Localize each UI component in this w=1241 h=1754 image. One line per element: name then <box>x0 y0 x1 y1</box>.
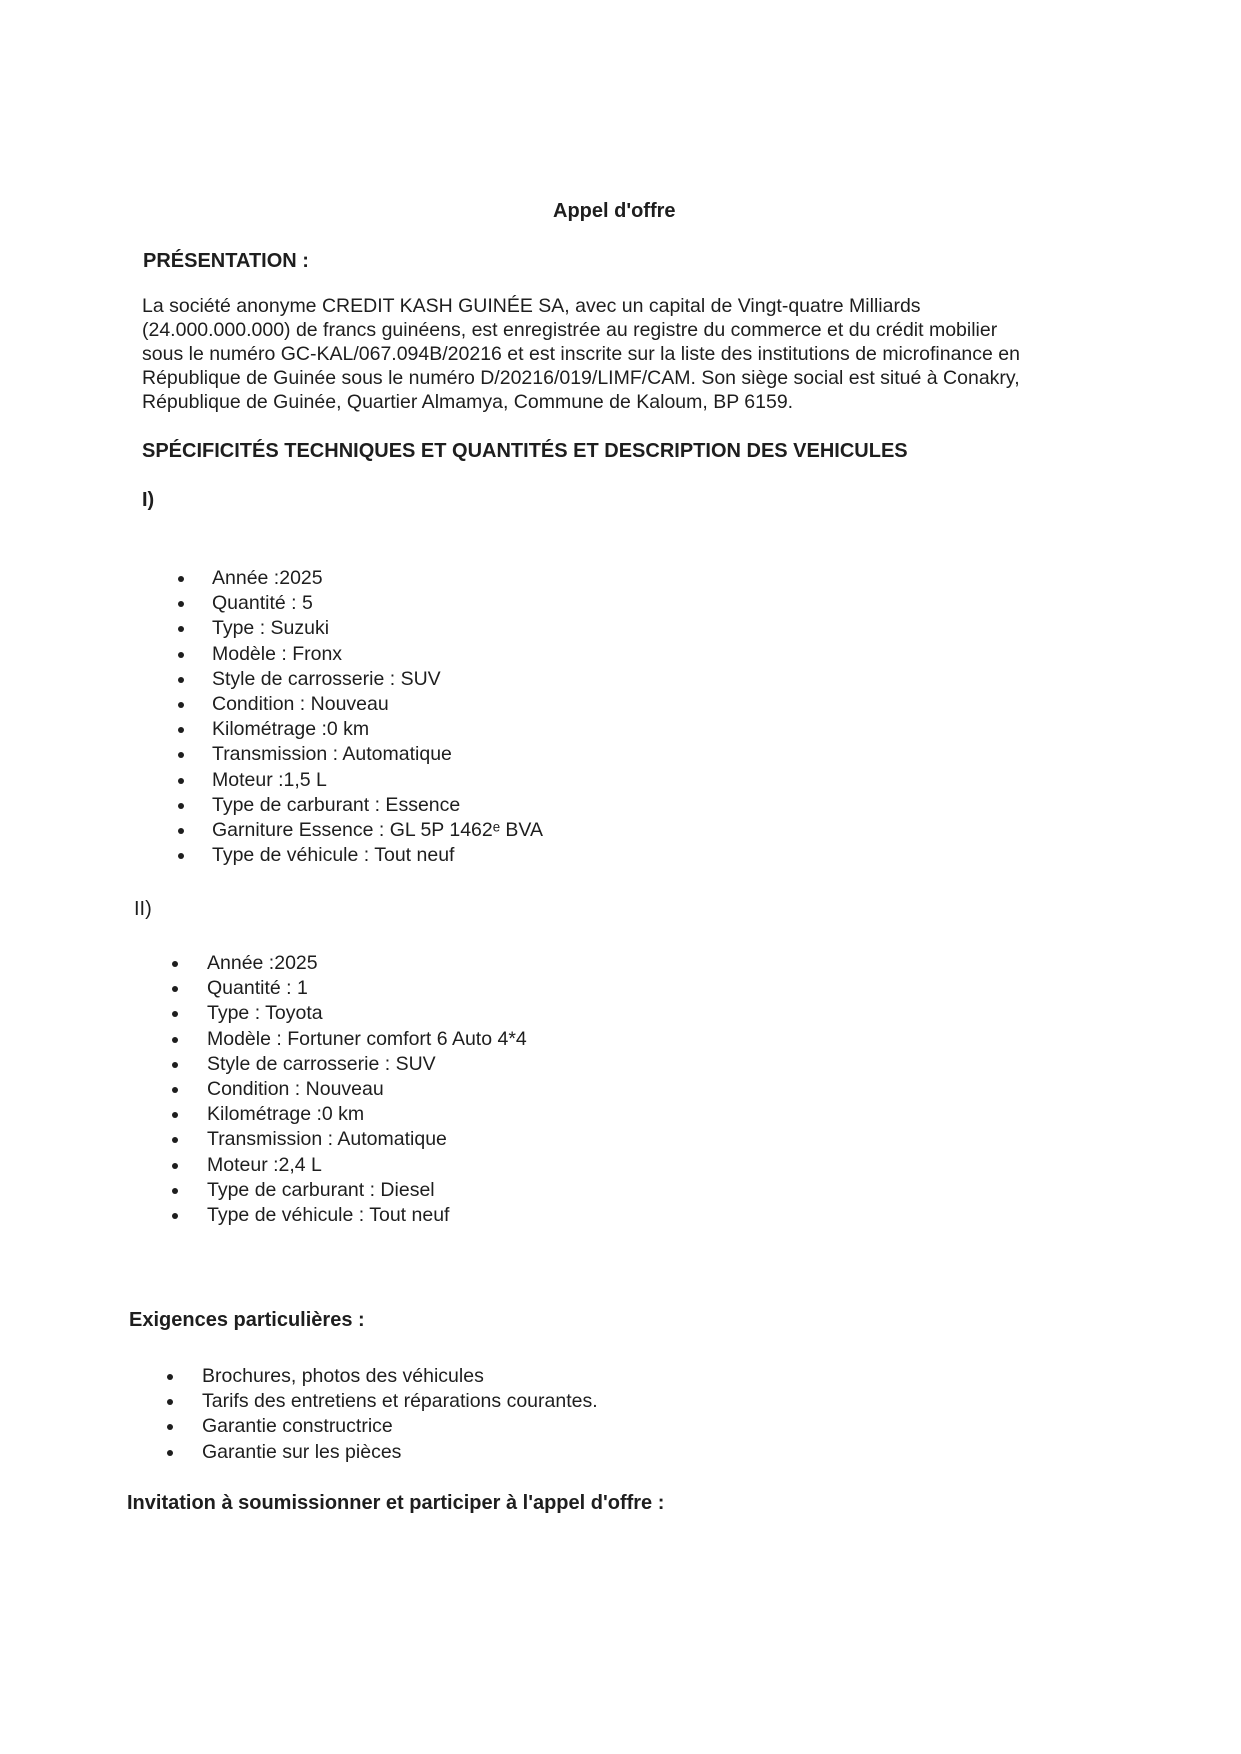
document-title: Appel d'offre <box>553 200 676 222</box>
bullet-icon <box>172 1011 178 1017</box>
bullet-icon <box>172 1213 178 1219</box>
bullet-icon <box>172 1062 178 1068</box>
vehicle-2-label: II) <box>134 898 152 920</box>
list-item: Brochures, photos des véhicules <box>167 1364 598 1389</box>
requirements-list <box>167 1364 598 1465</box>
vehicle-1-label: I) <box>142 489 155 511</box>
bullet-icon <box>172 1087 178 1093</box>
list-item: Garniture Essence : GL 5P 1462ᵉ BVA <box>178 818 543 843</box>
presentation-line: République de Guinée, Quartier Almamya, Commune de Kaloum, BP 6159. <box>142 391 794 413</box>
vehicle-1-spec-list <box>178 566 543 868</box>
list-item: Type de véhicule : Tout neuf <box>172 1203 527 1228</box>
presentation-heading: PRÉSENTATION : <box>143 250 309 272</box>
list-item: Tarifs des entretiens et réparations courantes. <box>167 1389 598 1414</box>
list-item: Transmission : Automatique <box>172 1127 527 1152</box>
invitation-heading: Invitation à soumissionner et participer à l'appel d'offre : <box>127 1492 665 1514</box>
presentation-line: (24.000.000.000) de francs guinéens, est enregistrée au registre du commerce et du crédit mobilier <box>142 319 998 341</box>
bullet-icon <box>172 1137 178 1143</box>
bullet-icon <box>178 702 184 708</box>
bullet-icon <box>178 853 184 859</box>
list-item: Style de carrosserie : SUV <box>178 667 543 692</box>
bullet-icon <box>178 601 184 607</box>
bullet-icon <box>178 626 184 632</box>
list-item: Type : Suzuki <box>178 616 543 641</box>
presentation-line: République de Guinée sous le numéro D/20216/019/LIMF/CAM. Son siège social est situé à Conakry, <box>142 367 1020 389</box>
bullet-icon <box>167 1450 173 1456</box>
bullet-icon <box>167 1374 173 1380</box>
bullet-icon <box>178 803 184 809</box>
list-item: Type de véhicule : Tout neuf <box>178 843 543 868</box>
presentation-paragraph <box>142 294 1102 414</box>
bullet-icon <box>178 752 184 758</box>
requirements-heading: Exigences particulières : <box>129 1309 365 1331</box>
bullet-icon <box>178 652 184 658</box>
list-item: Année :2025 <box>178 566 543 591</box>
list-item: Type de carburant : Diesel <box>172 1178 527 1203</box>
list-item: Garantie constructrice <box>167 1414 598 1439</box>
list-item: Condition : Nouveau <box>172 1077 527 1102</box>
bullet-icon <box>178 677 184 683</box>
list-item: Kilométrage :0 km <box>172 1102 527 1127</box>
bullet-icon <box>178 778 184 784</box>
list-item: Moteur :2,4 L <box>172 1153 527 1178</box>
list-item: Modèle : Fortuner comfort 6 Auto 4*4 <box>172 1027 527 1052</box>
list-item: Modèle : Fronx <box>178 642 543 667</box>
bullet-icon <box>172 1112 178 1118</box>
bullet-icon <box>178 727 184 733</box>
list-item: Condition : Nouveau <box>178 692 543 717</box>
list-item: Quantité : 5 <box>178 591 543 616</box>
bullet-icon <box>172 1188 178 1194</box>
list-item: Garantie sur les pièces <box>167 1440 598 1465</box>
bullet-icon <box>172 1163 178 1169</box>
bullet-icon <box>172 961 178 967</box>
list-item: Quantité : 1 <box>172 976 527 1001</box>
bullet-icon <box>172 986 178 992</box>
bullet-icon <box>167 1399 173 1405</box>
bullet-icon <box>172 1037 178 1043</box>
list-item: Type : Toyota <box>172 1001 527 1026</box>
list-item: Année :2025 <box>172 951 527 976</box>
presentation-line: sous le numéro GC-KAL/067.094B/20216 et est inscrite sur la liste des institutions de microfinance en <box>142 343 1020 365</box>
list-item: Type de carburant : Essence <box>178 793 543 818</box>
list-item: Kilométrage :0 km <box>178 717 543 742</box>
vehicle-2-spec-list <box>172 951 527 1228</box>
list-item: Moteur :1,5 L <box>178 768 543 793</box>
bullet-icon <box>167 1424 173 1430</box>
bullet-icon <box>178 576 184 582</box>
list-item: Style de carrosserie : SUV <box>172 1052 527 1077</box>
presentation-line: La société anonyme CREDIT KASH GUINÉE SA, avec un capital de Vingt-quatre Milliards <box>142 295 921 317</box>
specs-heading: SPÉCIFICITÉS TECHNIQUES ET QUANTITÉS ET DESCRIPTION DES VEHICULES <box>142 440 908 462</box>
bullet-icon <box>178 828 184 834</box>
list-item: Transmission : Automatique <box>178 742 543 767</box>
